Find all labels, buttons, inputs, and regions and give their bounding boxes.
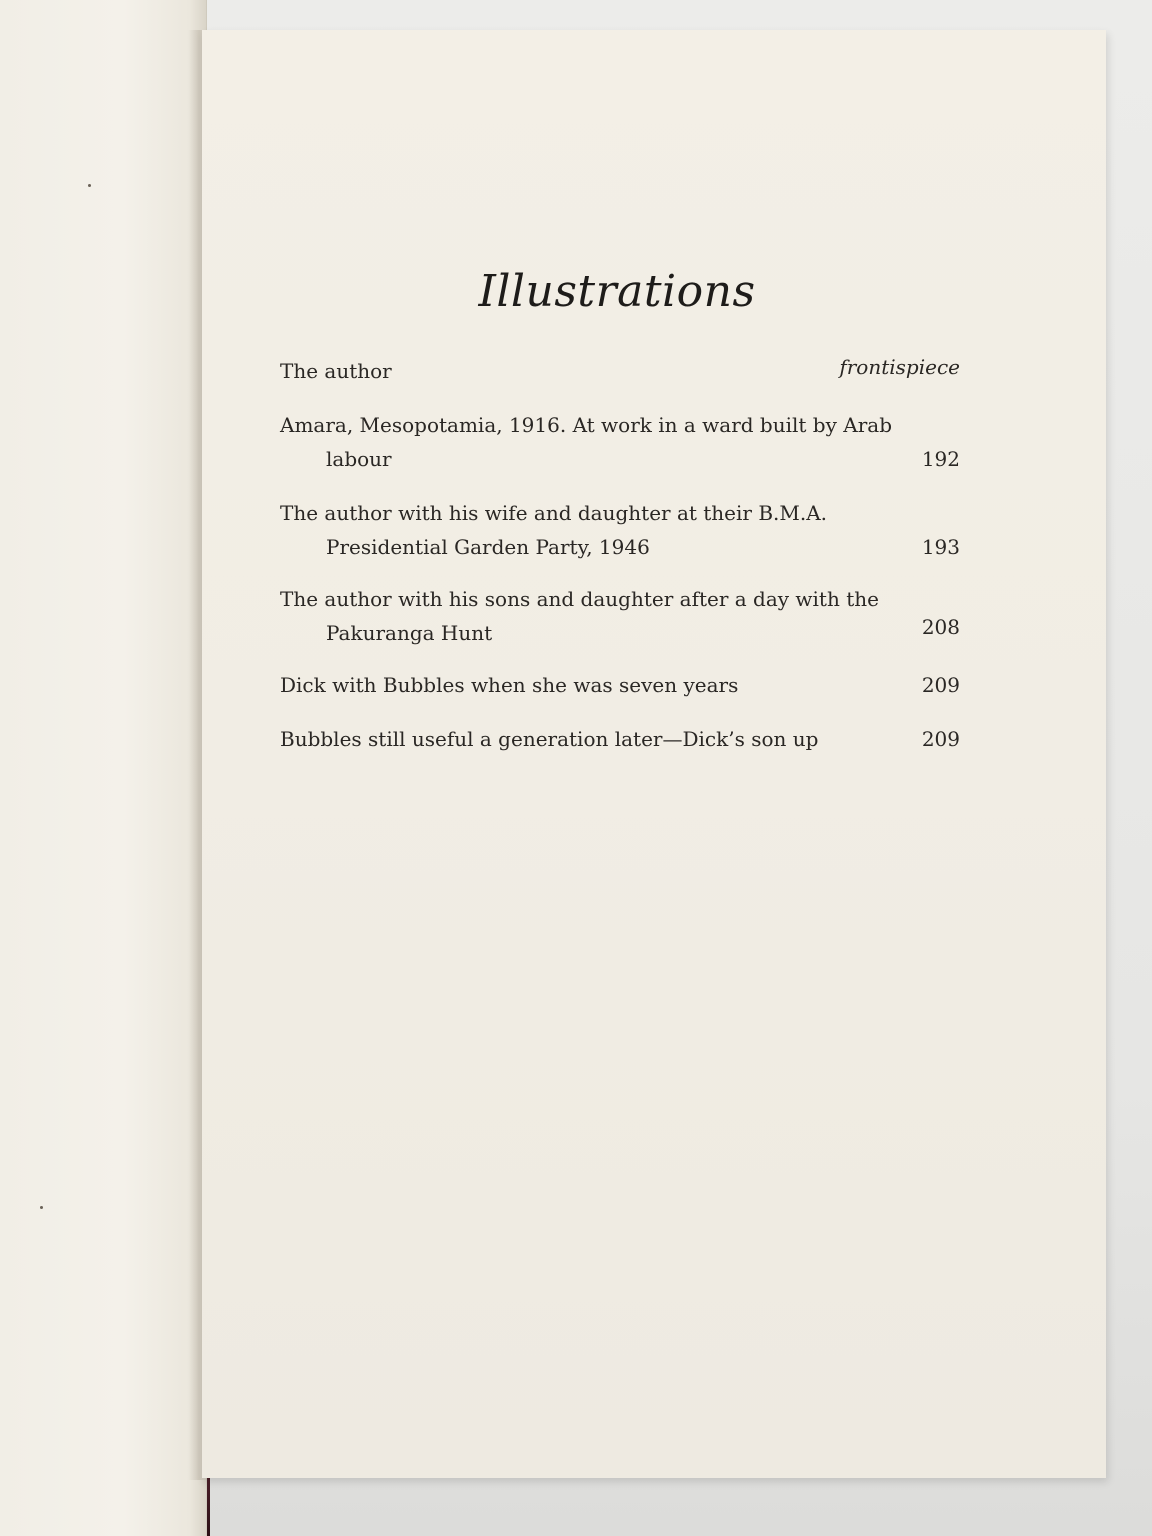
entry-page-number: 192 (921, 447, 960, 471)
entry-page-number: 193 (921, 535, 960, 559)
entry-caption: Amara, Mesopotamia, 1916. At work in a ward built by Arab labour (280, 413, 892, 471)
entry-caption: Dick with Bubbles when she was seven years (280, 673, 739, 697)
entry-page-number: 208 (921, 615, 960, 639)
entry-page-number: 209 (921, 727, 960, 751)
right-page (202, 30, 1106, 1478)
paper-speck (88, 184, 91, 187)
paper-speck (40, 1206, 43, 1209)
entry-caption: The author with his sons and daughter after a day with the Pakuranga Hunt (280, 587, 879, 645)
entry-caption: The author with his wife and daughter at their B.M.A. Presidential Garden Party, 1946 (280, 501, 828, 559)
entry-page-number: 209 (921, 673, 960, 697)
entry-page-number: frontispiece (839, 355, 960, 379)
entry-caption: The author (280, 359, 392, 383)
page-title: Illustrations (478, 266, 756, 317)
left-blank-page (0, 0, 207, 1536)
entry-caption: Bubbles still useful a generation later—Dick’s son up (280, 727, 819, 751)
